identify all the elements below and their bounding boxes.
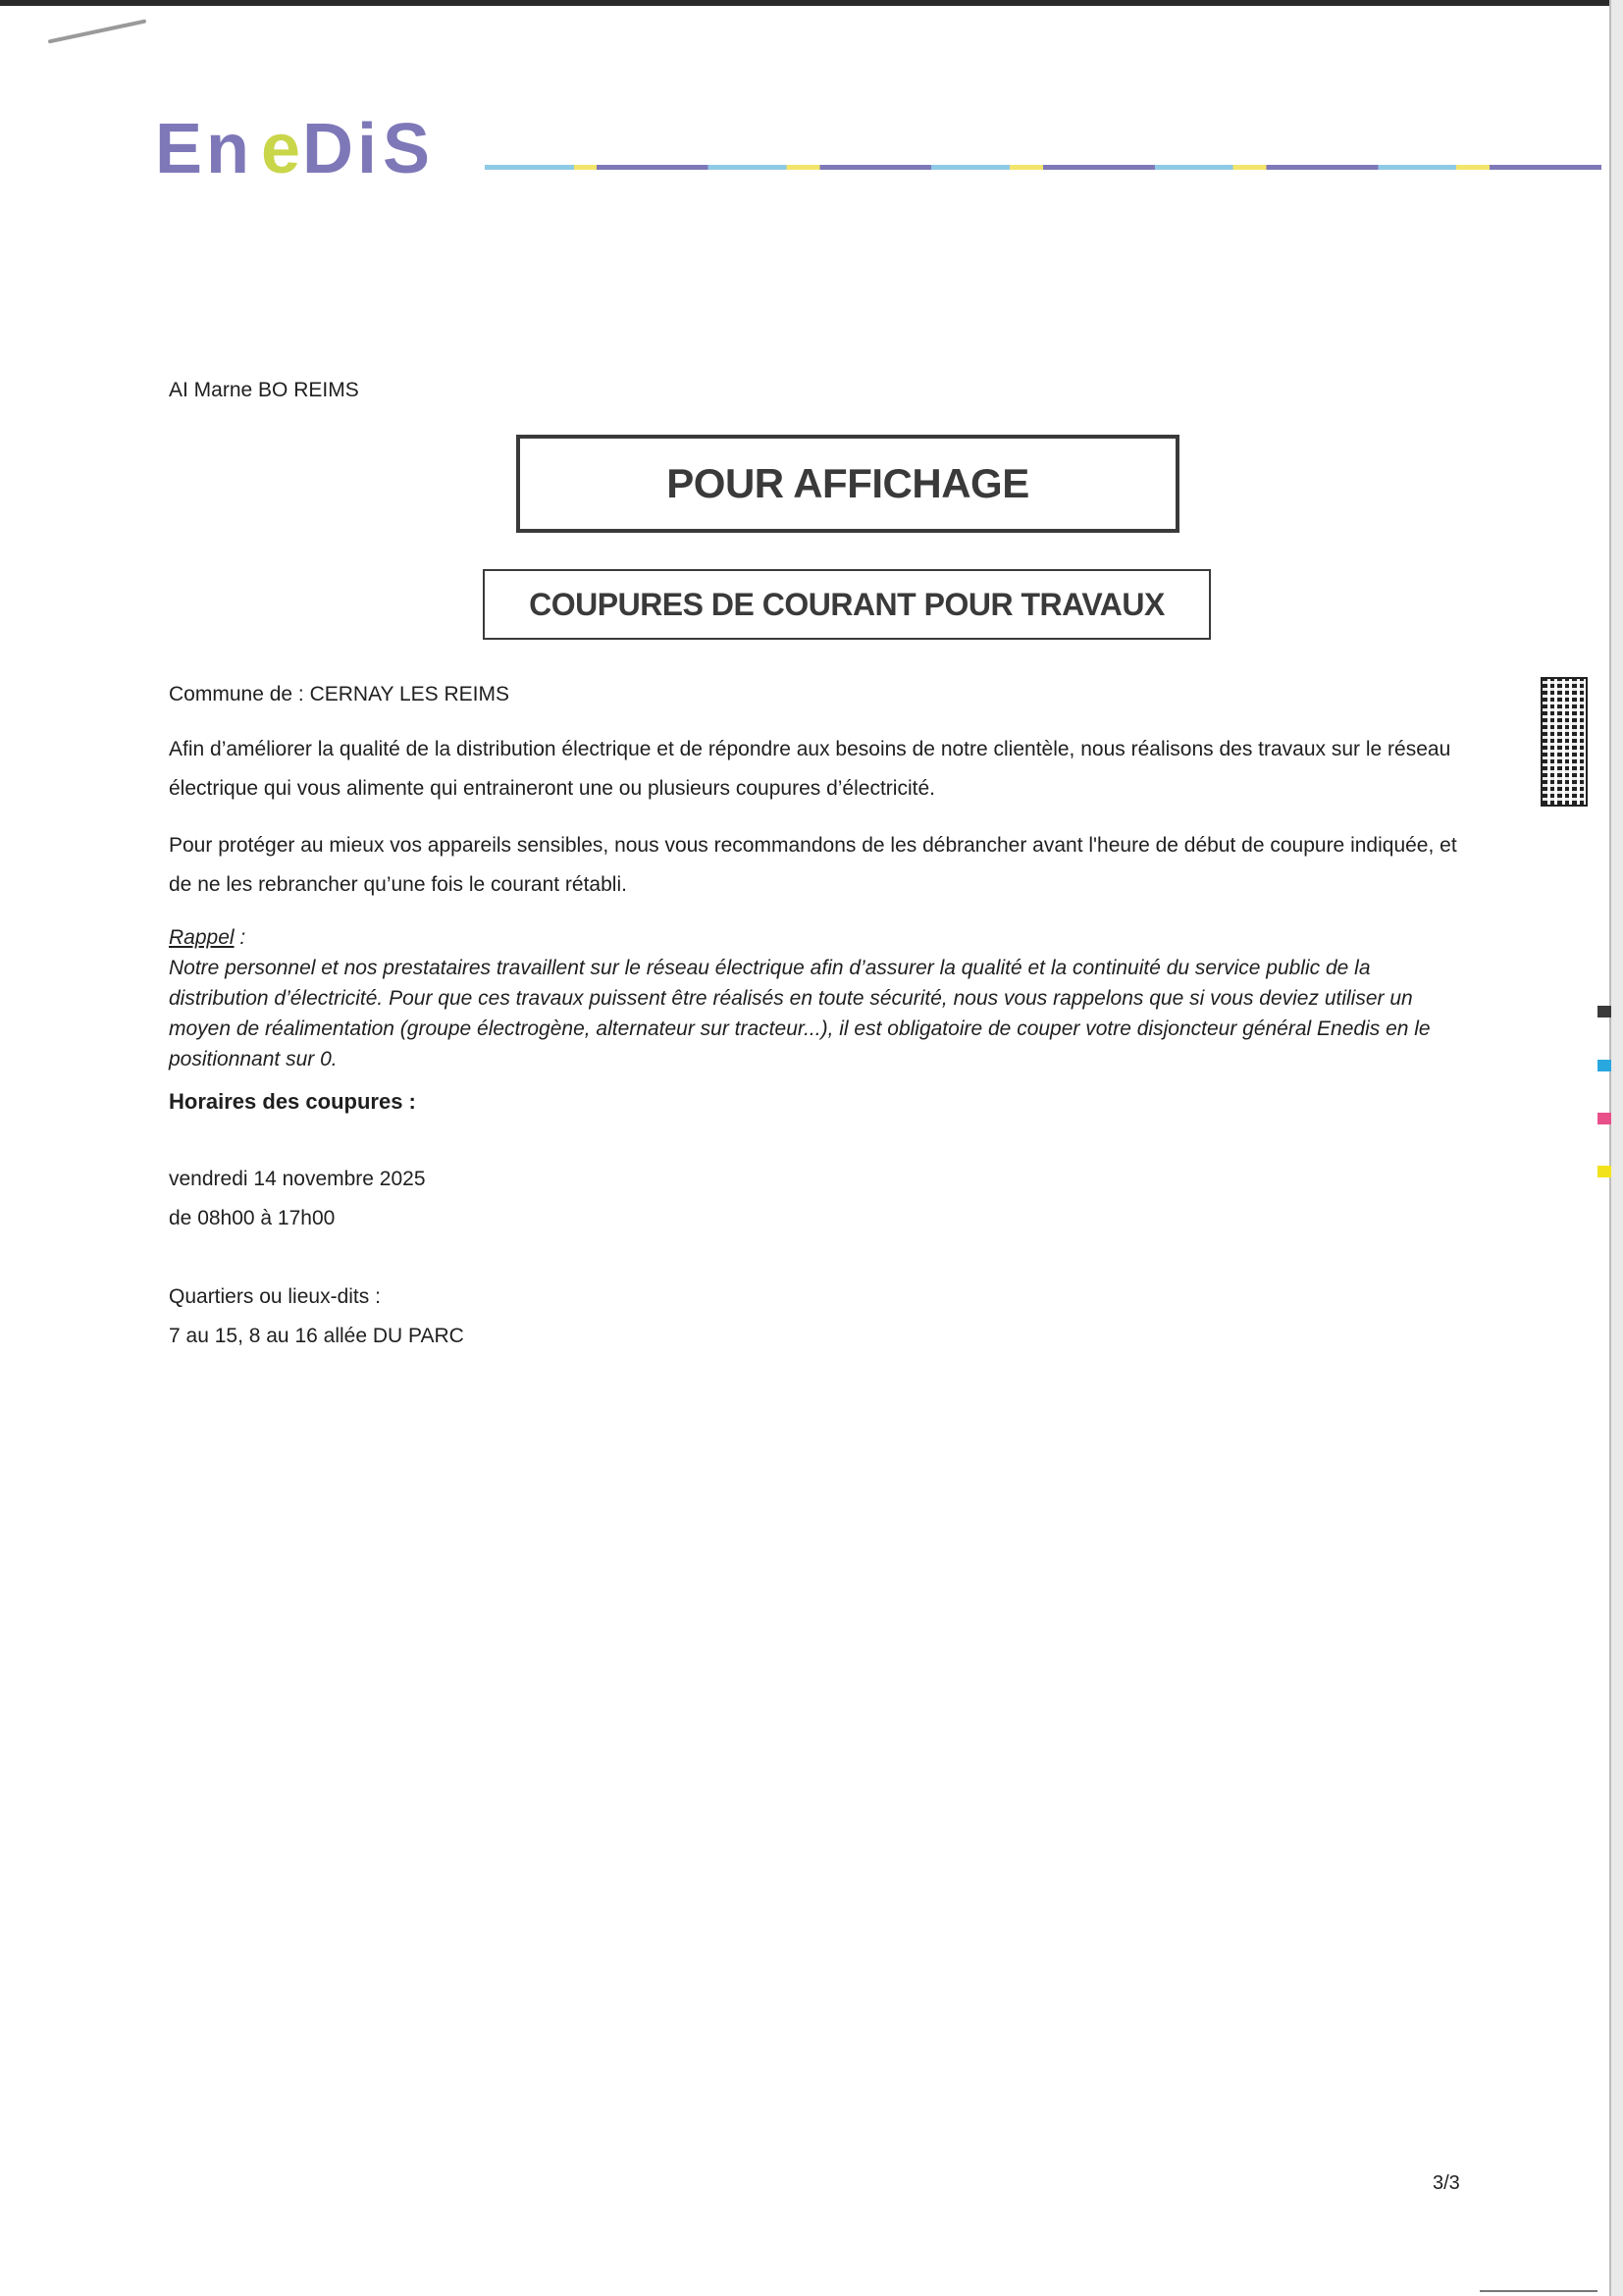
title-box-label: POUR AFFICHAGE (666, 460, 1029, 506)
print-mark-yellow (1597, 1166, 1611, 1177)
svg-text:S: S (383, 110, 433, 184)
commune-line: Commune de : CERNAY LES REIMS (169, 683, 510, 705)
locations-value: 7 au 15, 8 au 16 allée DU PARC (169, 1325, 464, 1347)
schedule-hours: de 08h00 à 17h00 (169, 1207, 336, 1229)
svg-text:i: i (357, 110, 380, 184)
title-box (516, 435, 1179, 533)
print-mark-black (1597, 1006, 1611, 1018)
scan-right-edge (1609, 0, 1623, 2296)
addressee: AI Marne BO REIMS (169, 379, 359, 401)
print-mark-cyan (1597, 1060, 1611, 1071)
print-mark-magenta (1597, 1113, 1611, 1124)
datamatrix-code (1541, 677, 1588, 807)
rappel-colon: : (234, 926, 246, 949)
rappel-text: Notre personnel et nos prestataires travaillent sur le réseau électrique afin d’assurer la qualité et la continuité du service public de la distribution d’électricité. Pour que ces travaux puissent être réalisés en toute sécurité, nous vous rappelons que si vous deviez utiliser un moyen de réalimentation (groupe électrogène, alternateur sur tracteur...), il est obligatoire de couper votre disjoncteur général Enedis en le positionnant sur 0. (169, 957, 1431, 1070)
staple-mark (48, 19, 147, 43)
subtitle-box-label: COUPURES DE COURANT POUR TRAVAUX (529, 586, 1165, 622)
rappel-label: Rappel (169, 926, 235, 949)
page-number: 3/3 (1433, 2172, 1460, 2194)
locations-label: Quartiers ou lieux-dits : (169, 1285, 381, 1308)
paragraph-recommendation: Pour protéger au mieux vos appareils sensibles, nous vous recommandons de les débrancher avant l'heure de début de coupure indiquée, et de ne les rebrancher qu’une fois le courant rétabli. (169, 834, 1457, 896)
schedule-date: vendredi 14 novembre 2025 (169, 1168, 426, 1190)
paragraph-rappel (169, 922, 1474, 1074)
paragraph-intro: Afin d’améliorer la qualité de la distribution électrique et de répondre aux besoins de notre clientèle, nous réalisons des travaux sur le réseau électrique qui vous alimente qui entraineront une ou plusieurs coupures d’électricité. (169, 738, 1451, 800)
header-color-rule (485, 165, 1601, 170)
enedis-logo (155, 106, 463, 184)
svg-text:D: D (302, 110, 355, 184)
subtitle-box (483, 569, 1211, 640)
svg-text:E: E (155, 110, 205, 184)
schedule-heading: Horaires des coupures : (169, 1089, 416, 1114)
svg-text:n: n (206, 110, 251, 184)
bottom-edge-line (1480, 2290, 1597, 2292)
scan-top-edge (0, 0, 1623, 6)
svg-text:e: e (261, 110, 303, 184)
